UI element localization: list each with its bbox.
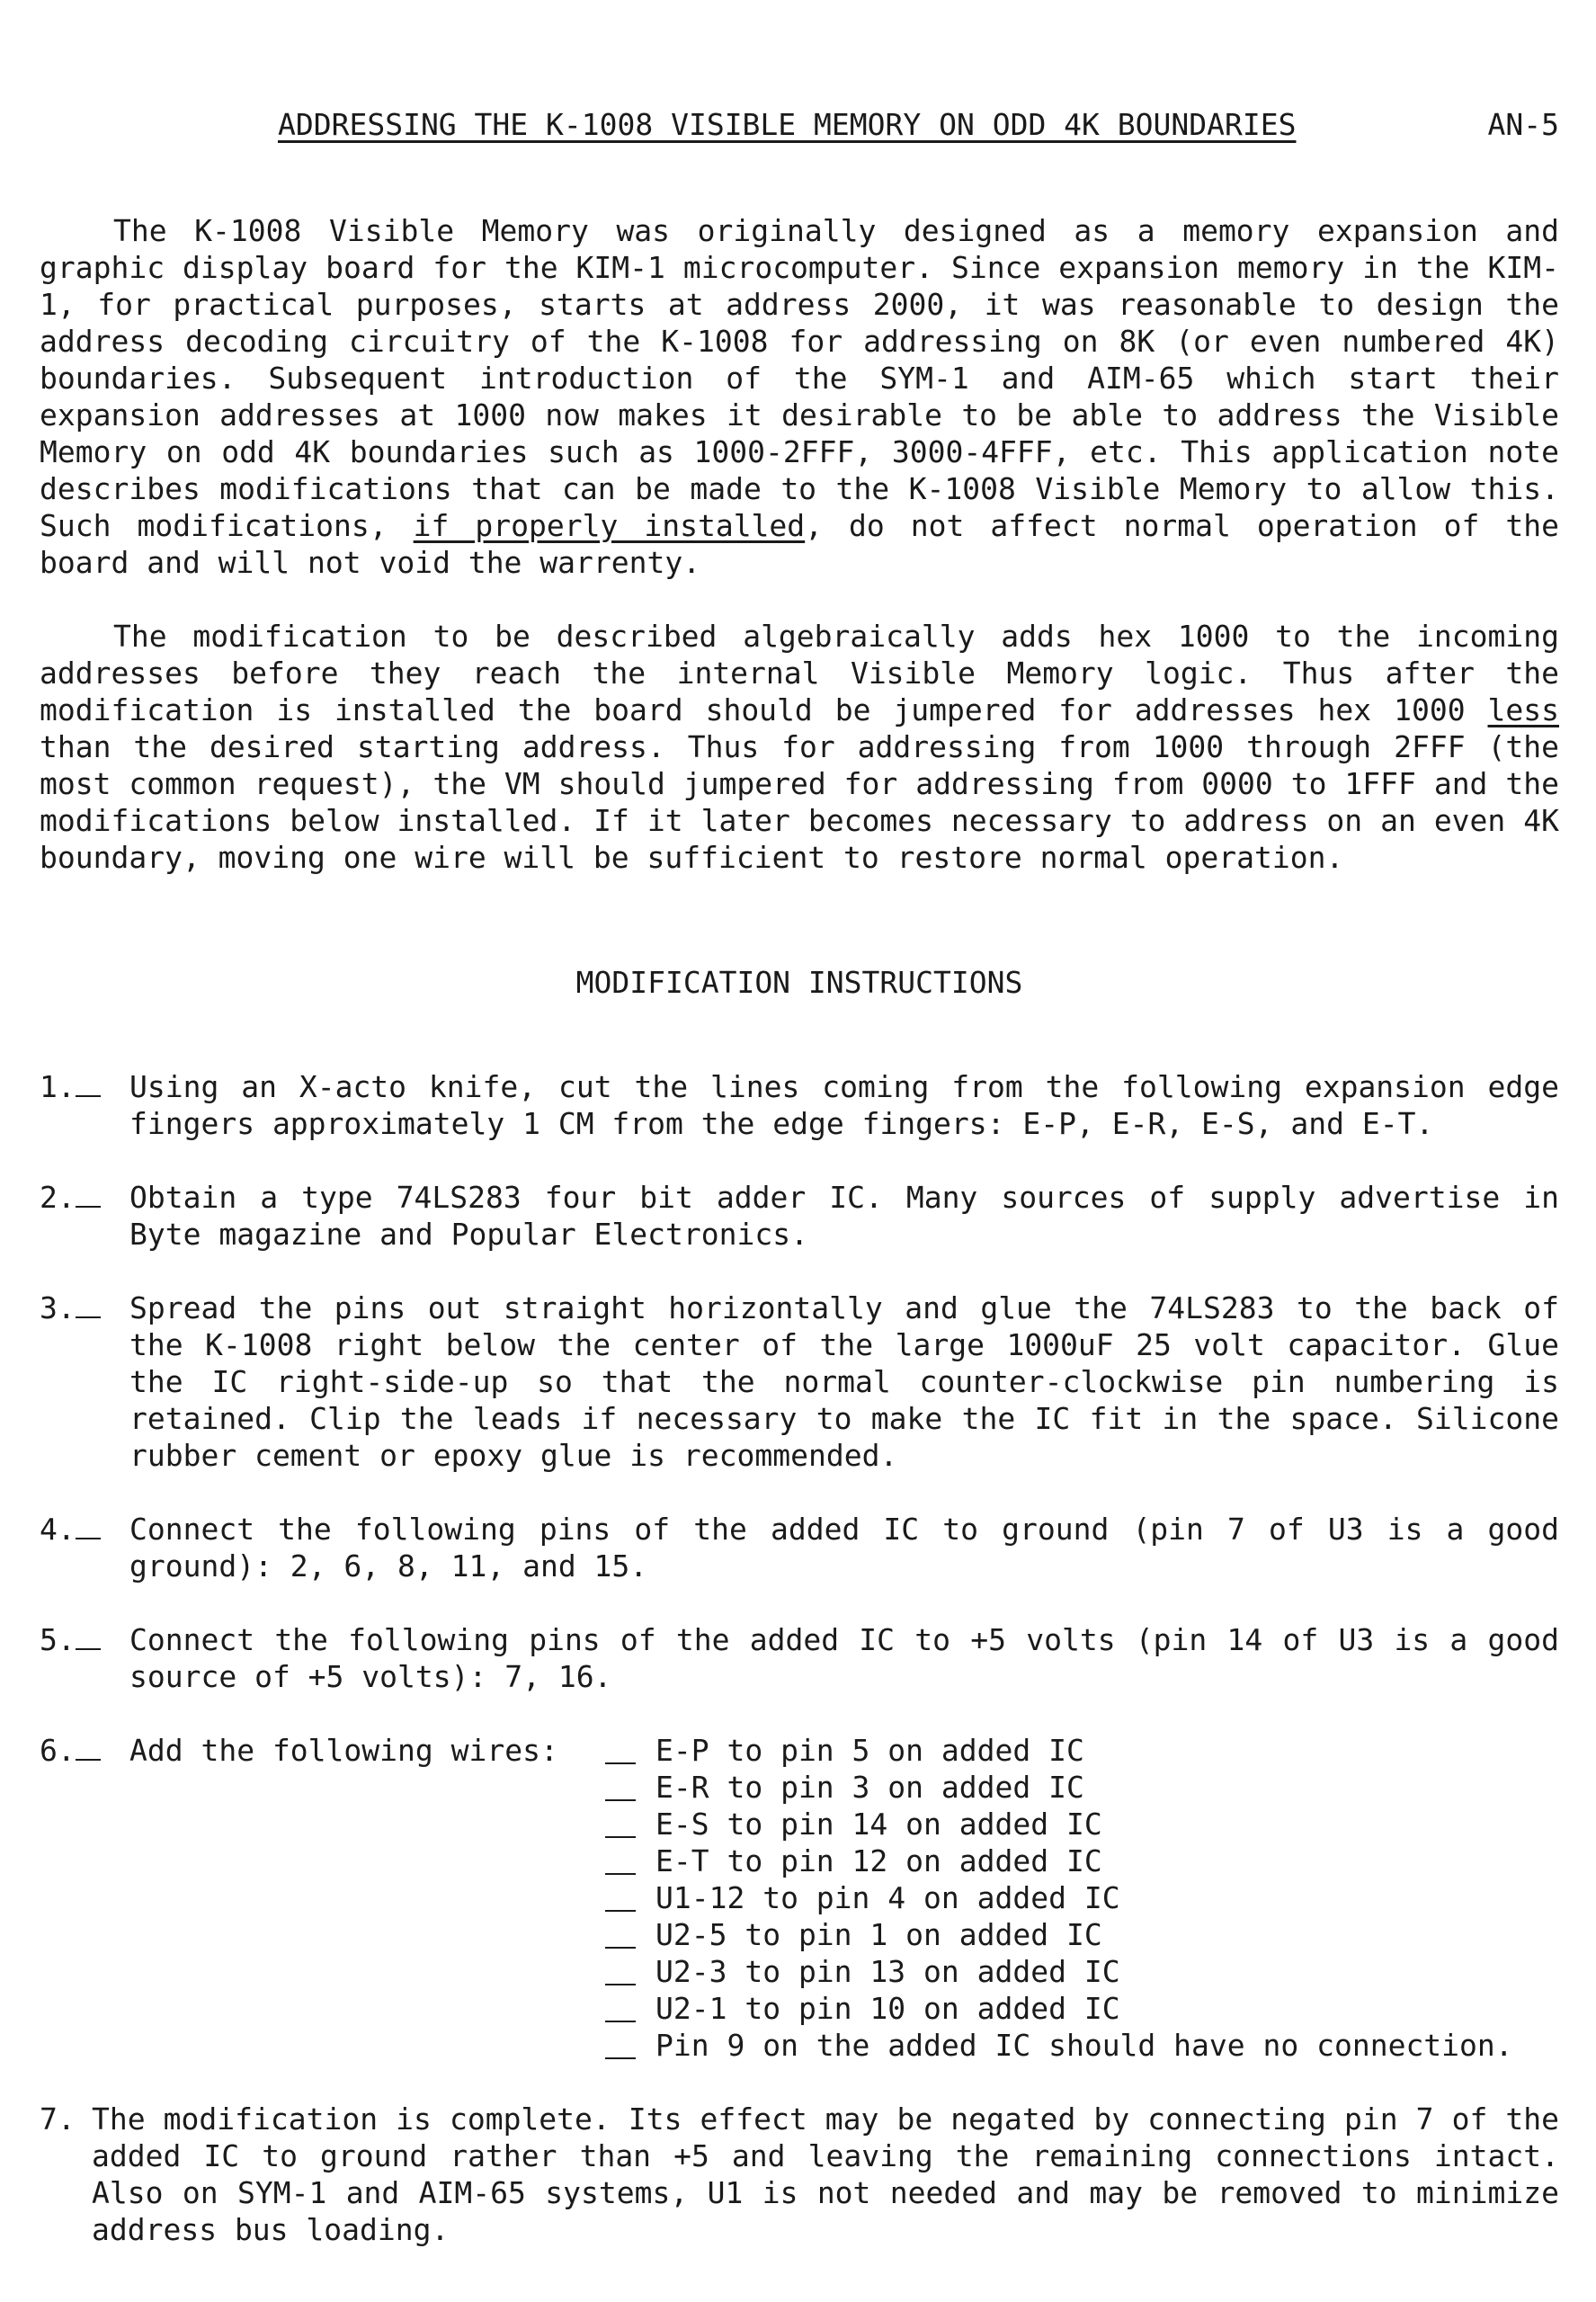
wire-item: Pin 9 on the added IC should have no connection. (605, 2027, 1513, 2064)
step-number: 4. (40, 1511, 101, 1548)
step-number: 2. (40, 1179, 101, 1216)
intro-paragraph-2-text: The modification to be described algebraically adds hex 1000 to the incoming addresses before they reach the internal Visible Memory logic. Thus after the modification is installed the board should be jumpered for addresses hex 1000 (40, 619, 1559, 727)
checkbox-blank (605, 1953, 636, 1985)
app-note-code: AN-5 (1487, 107, 1559, 142)
underlined-word: less (1487, 692, 1559, 727)
checkbox-blank (605, 1842, 636, 1875)
step-number: 6. (40, 1732, 101, 1769)
instruction-step (40, 1511, 1559, 1584)
checkbox-blank (76, 1511, 101, 1539)
wire-item: U2-1 to pin 10 on added IC (605, 1990, 1513, 2027)
wire-item: E-T to pin 12 on added IC (605, 1842, 1513, 1879)
wire-item: U2-5 to pin 1 on added IC (605, 1916, 1513, 1953)
step-text: Obtain a type 74LS283 four bit adder IC. Many sources of supply advertise in Byte magazine and Popular Electronics. (129, 1180, 1559, 1252)
intro-paragraph-1-text: The K-1008 Visible Memory was originally designed as a memory expansion and graphic display board for the KIM-1 microcomputer. Since expansion memory in the KIM-1, for practical purposes, starts at address 2000, it was reasonable to design the address decoding circuitry of the K-1008 for addressing on 8K (or even numbered 4K) boundaries. Subsequent introduction of the SYM-1 and AIM-65 which start their expansion addresses at 1000 now makes it desirable to be able to address the Visible Memory on odd 4K boundaries such as 1000-2FFF, 3000-4FFF, etc. This application note describes modifications that can be made to the K-1008 Visible Memory to allow this. Such modifications, (40, 213, 1559, 543)
checkbox-blank (76, 1732, 101, 1761)
step-text: The modification is complete. Its effect may be negated by connecting pin 7 of the added IC to ground rather than +5 and leaving the remaining connections intact. Also on SYM-1 and AIM-65 systems, U1 is not needed and may be removed to minimize address bus loading. (92, 2101, 1559, 2247)
step-number: 7. (40, 2101, 76, 2137)
section-title: MODIFICATION INSTRUCTIONS (575, 965, 1023, 1000)
checkbox-blank (605, 1732, 636, 1764)
wires-lead-text: Add the following wires: (129, 1733, 558, 1768)
wire-item: U2-3 to pin 13 on added IC (605, 1953, 1513, 1990)
instruction-step-final (40, 2101, 1559, 2248)
step-number: 3. (40, 1289, 101, 1326)
intro-paragraph-1-end: , do not affect normal operation of the board and will not void the warrenty. (40, 508, 1559, 580)
checkbox-blank (76, 1621, 101, 1650)
step-text: Spread the pins out straight horizontally and glue the 74LS283 to the back of the K-1008 right below the center of the large 1000uF 25 volt capacitor. Glue the IC right-side-up so that the normal counter-clockwise pin numbering is retained. Clip the leads if necessary to make the IC fit in the space. Silicone rubber cement or epoxy glue is recommended. (129, 1290, 1559, 1473)
instruction-step (40, 1068, 1559, 1142)
page (40, 106, 1559, 2248)
checkbox-blank (76, 1179, 101, 1208)
checkbox-blank (76, 1068, 101, 1097)
instruction-step (40, 1289, 1559, 1474)
checkbox-blank (605, 2027, 636, 2059)
intro-paragraph-2 (40, 618, 1559, 876)
step-text: Using an X-acto knife, cut the lines coming from the following expansion edge fingers approximately 1 CM from the edge fingers: E-P, E-R, E-S, and E-T. (129, 1069, 1559, 1141)
checkbox-blank (605, 1769, 636, 1801)
checkbox-blank (605, 1990, 636, 2022)
wire-item: E-R to pin 3 on added IC (605, 1769, 1513, 1806)
step-text: Connect the following pins of the added IC to +5 volts (pin 14 of U3 is a good source of +5 volts): 7, 16. (129, 1622, 1559, 1694)
wire-item: E-S to pin 14 on added IC (605, 1806, 1513, 1842)
instruction-step (40, 1621, 1559, 1695)
instruction-step (40, 1179, 1559, 1253)
underlined-phrase: if properly installed (413, 508, 806, 543)
checkbox-blank (605, 1916, 636, 1949)
step-number: 1. (40, 1068, 101, 1105)
intro-paragraph-2-end: than the desired starting address. Thus for addressing from 1000 through 2FFF (the most common request), the VM should jumpered for addressing from 0000 to 1FFF and the modifications below installed. If it later becomes necessary to address on an even 4K boundary, moving one wire will be sufficient to restore normal operation. (40, 729, 1559, 875)
wire-item: E-P to pin 5 on added IC (605, 1732, 1513, 1769)
checkbox-blank (76, 1289, 101, 1318)
wire-list (605, 1732, 1513, 2064)
step-text: Connect the following pins of the added IC to ground (pin 7 of U3 is a good ground): 2, 6, 8, 11, and 15. (129, 1512, 1559, 1584)
intro-paragraph-1 (40, 212, 1559, 581)
document-title: ADDRESSING THE K-1008 VISIBLE MEMORY ON ODD 4K BOUNDARIES (278, 107, 1297, 142)
header (40, 106, 1559, 149)
checkbox-blank (605, 1806, 636, 1838)
instruction-list (40, 1068, 1559, 2248)
wire-item: U1-12 to pin 4 on added IC (605, 1879, 1513, 1916)
checkbox-blank (605, 1879, 636, 1912)
instruction-step-wires (40, 1732, 1559, 2064)
step-number: 5. (40, 1621, 101, 1658)
